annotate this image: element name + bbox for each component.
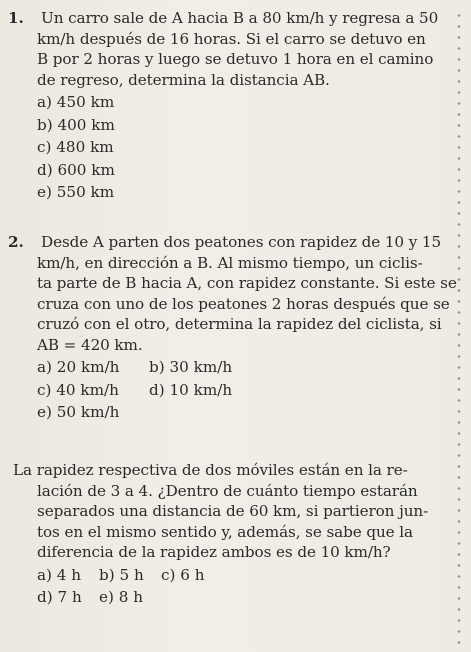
option-d: d) 7 h xyxy=(37,588,82,606)
statement-line: 2. Desde A parten dos peatones con rapidez de 10 y 15 xyxy=(0,232,445,253)
option-b: b) 5 h xyxy=(99,565,144,584)
option-e: e) 50 km/h xyxy=(37,403,120,421)
statement-line: La rapidez respectiva de dos móviles están en la re- xyxy=(0,460,445,481)
statement-line: km/h después de 16 horas. Si el carro se detuvo en xyxy=(37,29,426,48)
option-b: b) 30 km/h xyxy=(149,358,233,376)
option-row xyxy=(37,379,445,402)
statement-line: 1. Un carro sale de A hacia B a 80 km/h y regresa a 50 xyxy=(0,8,445,29)
option-c: c) 40 km/h xyxy=(37,380,119,399)
option-c: c) 480 km xyxy=(37,138,114,156)
statement-line: cruza con uno de los peatones 2 horas después que se xyxy=(37,294,450,313)
page-edge-dots xyxy=(457,10,461,650)
option-row xyxy=(37,586,445,609)
option-row xyxy=(37,564,445,587)
problem-2-statement xyxy=(0,232,457,355)
statement-line: B por 2 horas y luego se detuvo 1 hora en el camino xyxy=(37,50,434,68)
option-d: d) 600 km xyxy=(37,160,115,179)
problem-number: 1. xyxy=(8,9,24,27)
statement-line: de regreso, determina la distancia AB. xyxy=(37,70,330,89)
option-b: b) 400 km xyxy=(37,115,115,134)
statement-line: AB = 420 km. xyxy=(37,335,143,354)
problem-1-options xyxy=(0,91,445,204)
statement-line: separados una distancia de 60 km, si partieron jun- xyxy=(37,502,429,520)
problem-2-options xyxy=(0,356,445,424)
option-a: a) 450 km xyxy=(37,93,115,111)
problem-3-statement xyxy=(0,460,445,563)
statement-line: diferencia de la rapidez ambos es de 10 km/h? xyxy=(37,543,391,561)
problem-number: 2. xyxy=(8,233,24,251)
option-c: c) 6 h xyxy=(161,565,205,584)
statement-line: ta parte de B hacia A, con rapidez constante. Si este se xyxy=(37,274,457,292)
option-a: a) 20 km/h xyxy=(37,358,120,376)
problem-1 xyxy=(0,8,445,204)
statement-line: km/h, en dirección a B. Al mismo tiempo, un ciclis- xyxy=(37,253,423,272)
option-e: e) 550 km xyxy=(37,183,115,201)
problem-number xyxy=(0,460,13,481)
statement-line: tos en el mismo sentido y, además, se sabe que la xyxy=(37,522,413,541)
problem-1-statement xyxy=(0,8,445,90)
statement-line: lación de 3 a 4. ¿Dentro de cuánto tiempo estarán xyxy=(37,481,418,500)
option-row xyxy=(37,401,445,424)
option-e: e) 8 h xyxy=(99,588,144,606)
option-a: a) 4 h xyxy=(37,565,82,584)
statement-line: cruzó con el otro, determina la rapidez del ciclista, si xyxy=(37,315,442,333)
problem-3-options xyxy=(0,564,445,609)
problem-3 xyxy=(0,460,445,609)
problem-2 xyxy=(0,232,457,424)
option-row xyxy=(37,356,445,379)
option-d: d) 10 km/h xyxy=(149,380,233,399)
